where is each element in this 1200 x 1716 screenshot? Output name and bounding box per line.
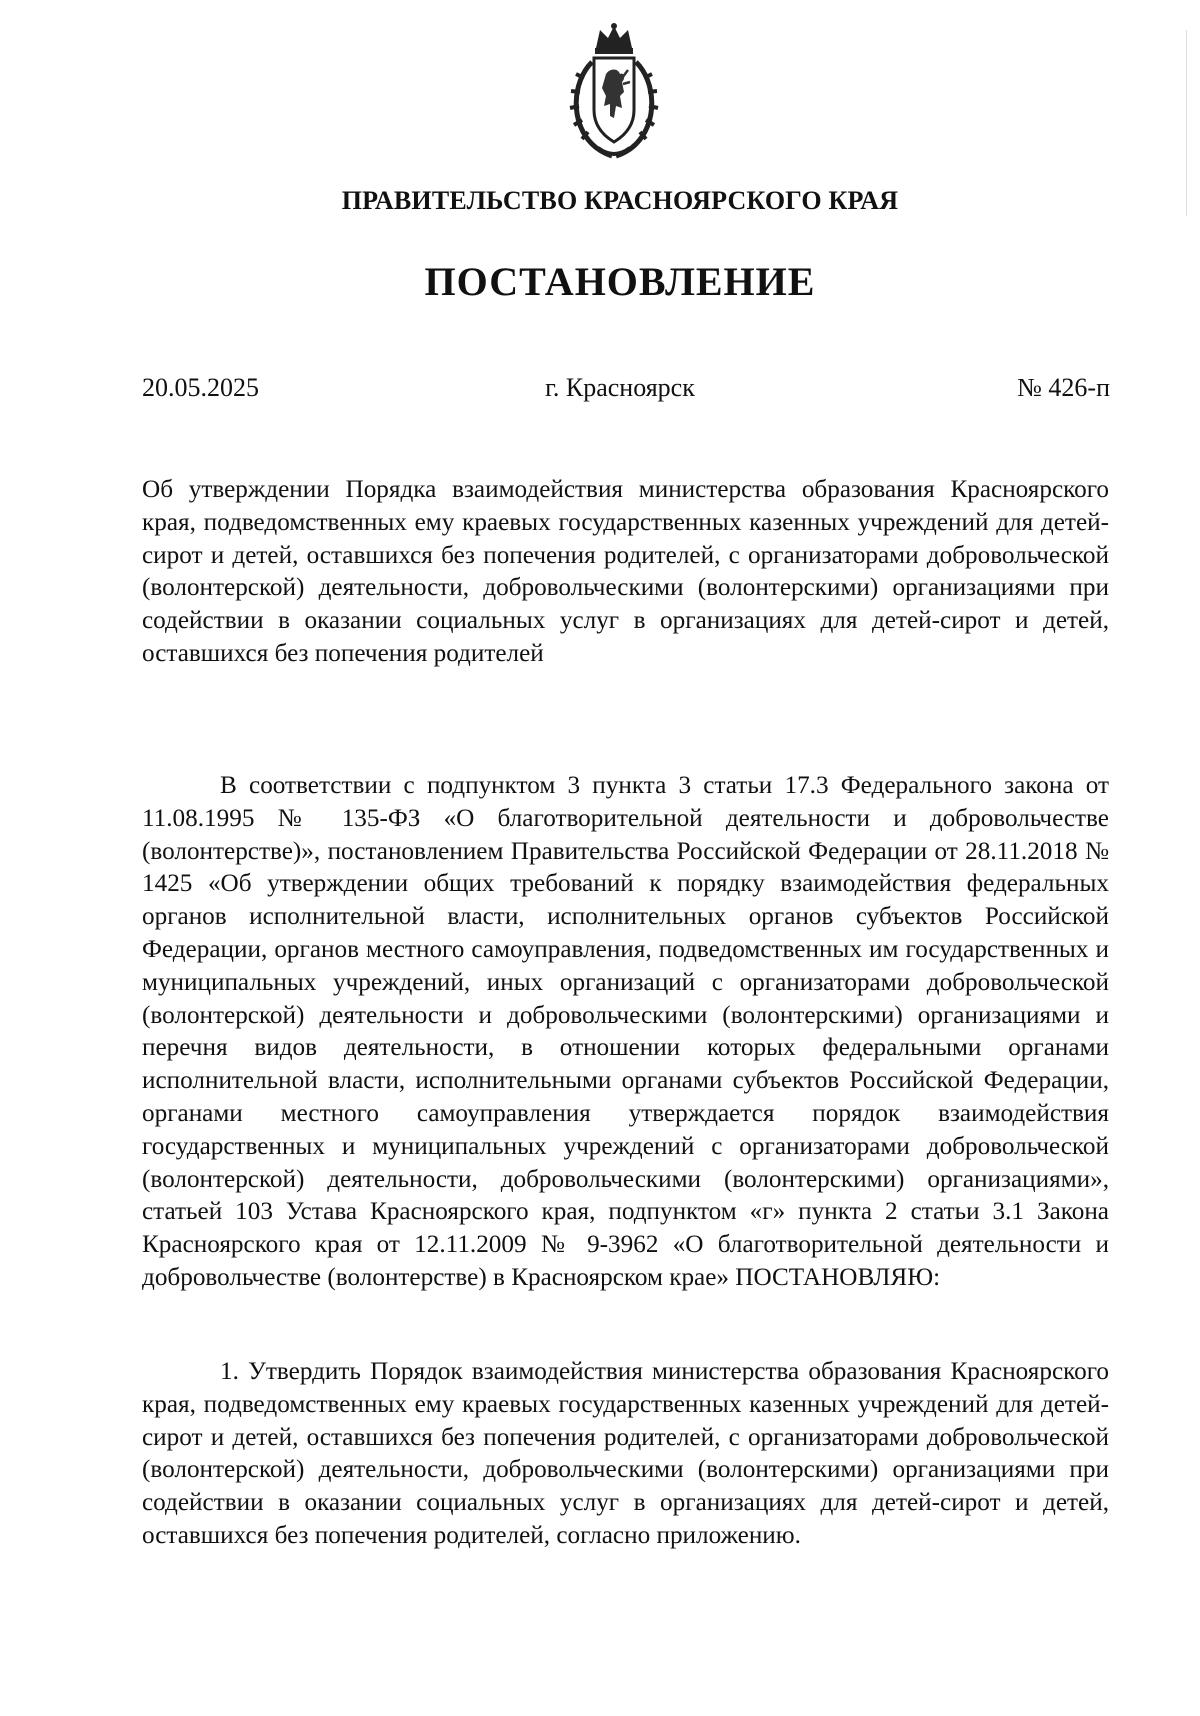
preamble-paragraph	[142, 770, 1109, 1295]
preamble-text: В соответствии с подпунктом 3 пункта 3 статьи 17.3 Федерального закона от 11.08.1995 № 135-ФЗ «О благотворительной деятельности и добровольчестве (волонтерстве)», постановлением Правительства Российской Федерации от 28.11.2018 № 1425 «Об утверждении общих требований к порядку взаимодействия федеральных органов исполнительной власти, исполнительных органов субъектов Российской Федерации, органов местного самоуправления, подведомственных им государственных и муниципальных учреждений, иных организаций с организаторами добровольческой (волонтерской) деятельности и добровольческими (волонтерскими) организациями и перечня видов деятельности, в отношении которых федеральными органами исполнительной власти, исполнительными органами субъектов Российской Федерации, органами местного самоуправления утверждается порядок взаимодействия государственных и муниципальных учреждений с организаторами добровольческой (волонтерской) деятельности, добровольческими (волонтерскими) организациями», статьей 103 Устава Красноярского края, подпунктом «г» пункта 2 статьи 3.1 Закона Красноярского края от 12.11.2009 № 9-3962 «О благотворительной деятельности и добровольчестве (волонтерстве) в Красноярском крае» ПОСТАНОВЛЯЮ:	[142, 772, 1109, 1291]
document-number: № 426-п	[1017, 373, 1110, 402]
coat-of-arms-icon	[562, 22, 666, 162]
decree-item-text: 1. Утвердить Порядок взаимодействия министерства образования Красноярского края, подведомственных ему краевых государственных казенных учреждений для детей-сирот и детей, оставшихся без попечения родителей, с организаторами добровольческой (волонтерской) деятельности, добровольческими (волонтерскими) организациями при содействии в оказании социальных услуг в организациях для детей-сирот и детей, оставшихся без попечения родителей, согласно приложению.	[142, 1358, 1109, 1549]
document-meta-row	[142, 373, 1110, 413]
document-date: 20.05.2025	[142, 373, 259, 402]
document-city: г. Красноярск	[545, 373, 695, 402]
document-title	[142, 474, 1109, 671]
document-title-text: Об утверждении Порядка взаимодействия министерства образования Красноярского края, подведомственных ему краевых государственных казенных учреждений для детей-сирот и детей, оставшихся без попечения родителей, с организаторами добровольческой (волонтерской) деятельности, добровольческими (волонтерскими) организациями при содействии в оказании социальных услуг в организациях для детей-сирот и детей, оставшихся без попечения родителей	[142, 476, 1109, 667]
document-type-heading: ПОСТАНОВЛЕНИЕ	[424, 259, 816, 304]
organization-title: ПРАВИТЕЛЬСТВО КРАСНОЯРСКОГО КРАЯ	[341, 186, 899, 215]
decree-item-1	[142, 1356, 1109, 1553]
